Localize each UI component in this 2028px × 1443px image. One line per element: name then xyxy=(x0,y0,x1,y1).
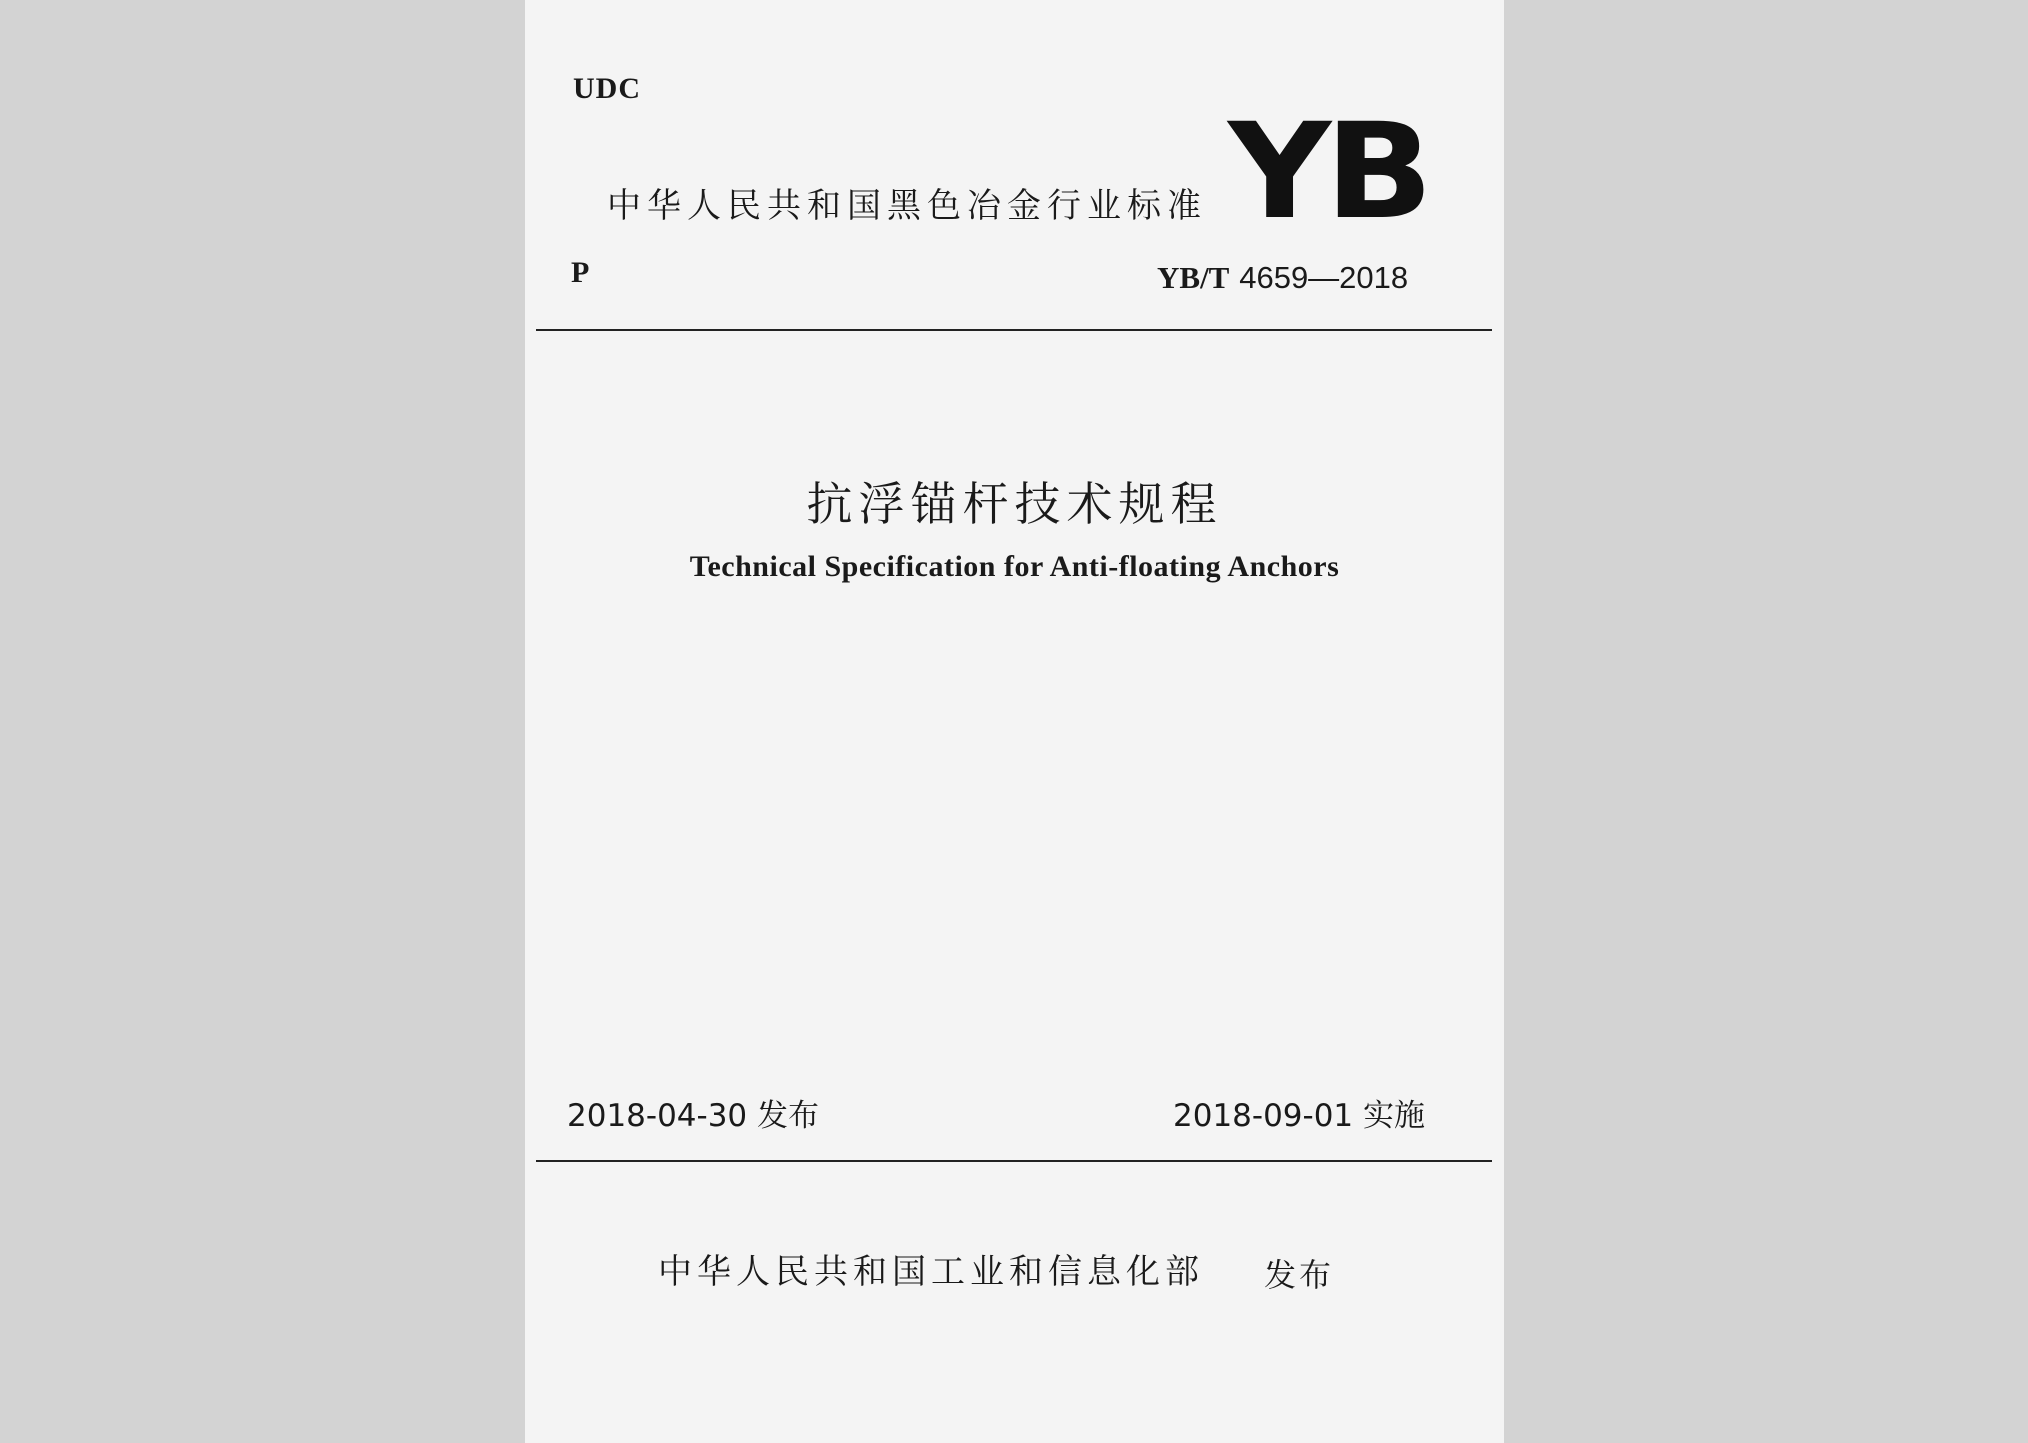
standard-number xyxy=(1157,260,1408,296)
issue-date: 2018-04-30 发布 xyxy=(567,1098,820,1134)
document-page xyxy=(525,0,1504,1443)
udc-label: UDC xyxy=(573,72,641,105)
classification-code: P xyxy=(571,256,590,289)
yb-logo: YB xyxy=(1228,95,1427,249)
publisher-name: 中华人民共和国工业和信息化部 xyxy=(658,1252,1204,1292)
publish-label: 发布 xyxy=(1264,1256,1335,1294)
effective-date: 2018-09-01 实施 xyxy=(1173,1098,1426,1134)
industry-standard-title: 中华人民共和国黑色冶金行业标准 xyxy=(607,186,1207,226)
top-divider xyxy=(536,329,1492,331)
document-title-english: Technical Specification for Anti-floating Anchors xyxy=(689,550,1340,583)
standard-prefix: YB/T xyxy=(1157,260,1230,295)
document-title-chinese: 抗浮锚杆技术规程 xyxy=(806,477,1223,531)
standard-number-value: 4659—2018 xyxy=(1239,260,1409,295)
bottom-divider xyxy=(536,1160,1492,1162)
